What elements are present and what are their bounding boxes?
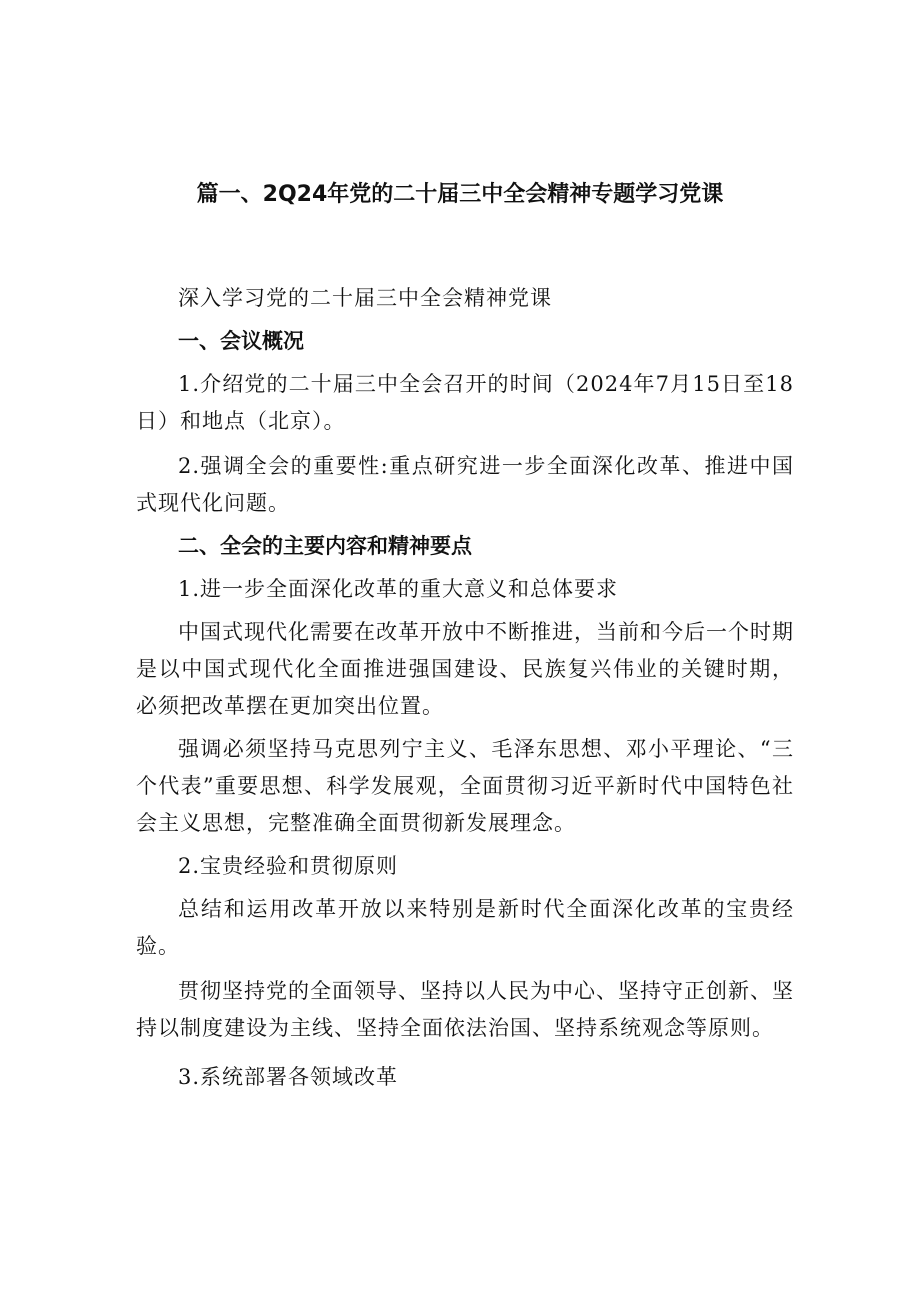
lecture-subtitle: 深入学习党的二十届三中全会精神党课 [178,286,552,310]
paragraph-principles: 贯彻坚持党的全面领导、坚持以人民为中心、坚持守正创新、坚持以制度建设为主线、坚持全面依法治国、坚持系统观念等原则。 [136,979,794,1040]
subheading-significance: 1.进一步全面深化改革的重大意义和总体要求 [178,577,619,601]
section-heading-main-content: 二、全会的主要内容和精神要点 [178,534,472,558]
paragraph-modernization: 中国式现代化需要在改革开放中不断推进，当前和今后一个时期是以中国式现代化全面推进强国建设、民族复兴伟业的关键时期，必须把改革摆在更加突出位置。 [136,620,794,718]
subheading-reforms: 3.系统部署各领域改革 [178,1065,399,1089]
paragraph-meeting-time: 1.介绍党的二十届三中全会召开的时间（2024年7月15日至18日）和地点（北京）。 [136,372,794,433]
paragraph-guiding-thought: 强调必须坚持马克思列宁主义、毛泽东思想、邓小平理论、“三个代表”重要思想、科学发展观，全面贯彻习近平新时代中国特色社会主义思想，完整准确全面贯彻新发展理念。 [136,737,794,835]
document-title: 篇一、2Q24年党的二十届三中全会精神专题学习党课 [196,182,724,207]
paragraph-experience: 总结和运用改革开放以来特别是新时代全面深化改革的宝贵经验。 [136,897,794,958]
subheading-experience: 2.宝贵经验和贯彻原则 [178,854,399,878]
paragraph-meeting-importance: 2.强调全会的重要性:重点研究进一步全面深化改革、推进中国式现代化问题。 [136,454,794,515]
section-heading-overview: 一、会议概况 [178,329,304,353]
document-body [136,280,794,1102]
